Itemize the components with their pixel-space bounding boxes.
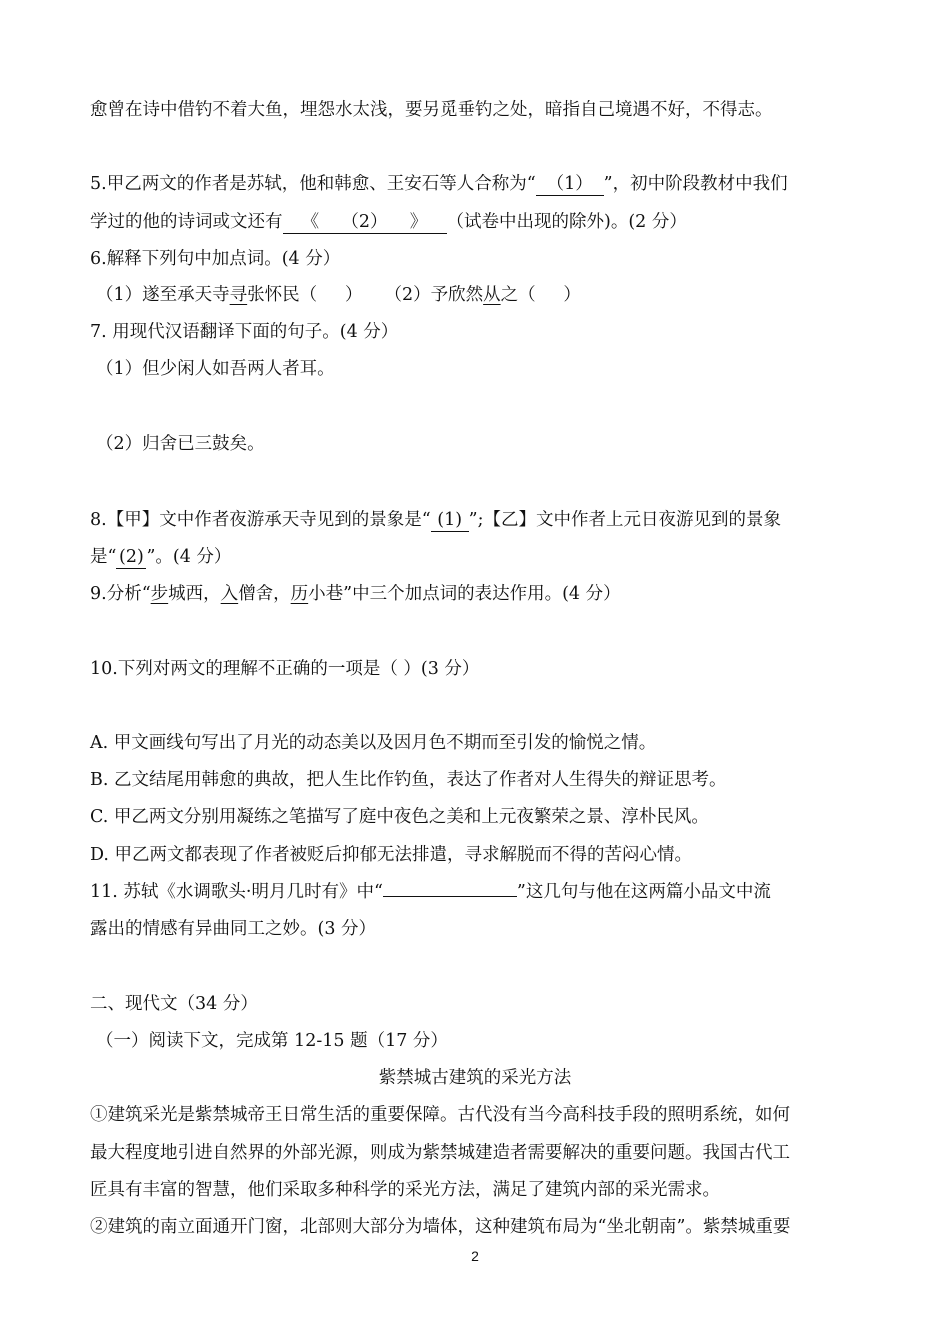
question-9: 9.分析“步城西，入僧舍，历小巷”中三个加点词的表达作用。(4 分） [90,584,621,604]
dotted-word: 入 [220,584,239,604]
dotted-word: 步 [150,584,169,604]
dotted-word: 寻 [229,285,248,305]
question-11: 11. 苏轼《水调歌头·明月几时有》中“ ”这几句与他在这两篇小品文中流 [90,882,771,902]
dotted-word: 历 [290,584,309,604]
dotted-word: 从 [483,285,501,305]
section-subheading: （一）阅读下文，完成第 12-15 题（17 分） [96,1031,448,1051]
answer-blank[interactable]: （1） [536,173,604,196]
option-c[interactable]: C. 甲乙两文分别用凝练之笔描写了庭中夜色之美和上元夜繁荣之景、淳朴民风。 [90,807,709,827]
paragraph-1-line-1: ①建筑采光是紫禁城帝王日常生活的重要保障。古代没有当今高科技手段的照明系统，如何 [90,1105,790,1125]
question-5-cont: 学过的他的诗词或文还有 《 （2） 》 （试卷中出现的除外)。(2 分） [90,212,687,232]
paragraph-1-line-3: 匠具有丰富的智慧，他们采取多种科学的采光方法，满足了建筑内部的采光需求。 [90,1180,720,1200]
question-8: 8.【甲】文中作者夜游承天寺见到的景象是“ (1) ”;【乙】文中作者上元日夜游见到的景象 [90,510,781,530]
question-7-title: 7. 用现代汉语翻译下面的句子。(4 分） [90,322,399,342]
section-heading: 二、现代文（34 分） [90,994,258,1014]
option-d[interactable]: D. 甲乙两文都表现了作者被贬后抑郁无法排遣，寻求解脱而不得的苦闷心情。 [90,845,693,865]
paragraph-2-line-1: ②建筑的南立面通开门窗，北部则大部分为墙体，这种建筑布局为“坐北朝南”。紫禁城重要 [90,1217,791,1237]
question-8-cont: 是“ (2) ”。(4 分） [90,547,232,567]
question-5: 5.甲乙两文的作者是苏轼，他和韩愈、王安石等人合称为“ （1） ”，初中阶段教材中我们 [90,174,788,194]
question-6-title: 6.解释下列句中加点词。(4 分） [90,249,341,269]
question-7-sentence-1: （1）但少闲人如吾两人者耳。 [96,359,335,379]
answer-blank[interactable]: (2) [116,546,146,569]
article-title: 紫禁城古建筑的采光方法 [378,1068,572,1088]
text-line: 愈曾在诗中借钓不着大鱼，埋怨水太浅，要另觅垂钓之处，暗指自己境遇不好，不得志。 [90,100,773,120]
answer-blank[interactable]: (1) [431,509,469,532]
option-a[interactable]: A. 甲文画线句写出了月光的动态美以及因月色不期而至引发的愉悦之情。 [90,733,657,753]
page-number: 2 [471,1248,479,1264]
question-6-items: （1）遂至承天寺寻张怀民（ ） （2）予欣然从之（ ） [96,285,581,305]
answer-blank[interactable] [383,896,517,897]
answer-blank[interactable]: 《 （2） 》 [283,211,447,234]
question-7-sentence-2: （2）归舍已三鼓矣。 [96,434,265,454]
question-11-cont: 露出的情感有异曲同工之妙。(3 分） [90,919,377,939]
paragraph-1-line-2: 最大程度地引进自然界的外部光源，则成为紫禁城建造者需要解决的重要问题。我国古代工 [90,1143,790,1163]
option-b[interactable]: B. 乙文结尾用韩愈的典故，把人生比作钓鱼，表达了作者对人生得失的辩证思考。 [90,770,727,790]
question-10-title: 10.下列对两文的理解不正确的一项是（ ）(3 分） [90,659,480,679]
